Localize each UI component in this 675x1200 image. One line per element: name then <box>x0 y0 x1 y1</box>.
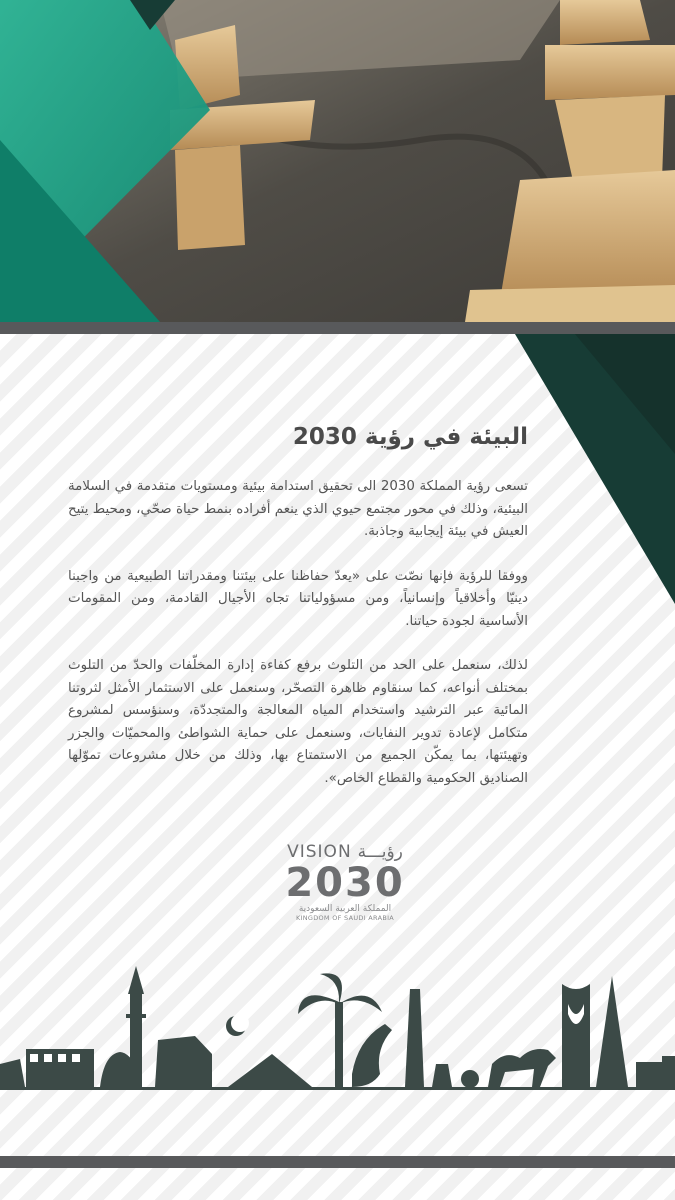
article-paragraph-3: لذلك، سنعمل على الحد من التلوث برفع كفاءة إدارة المخلّفات والحدّ من التلوث بمختلف أنواعه، كما سنقاوم ظاهرة التصحّر، وسنعمل على الاستثمار الأمثل لثروتنا المائية عبر الترشيد واستخدام المياه المعالجة والمتجددّة، وسنؤسس لمشروع متكامل لإعادة تدوير النفايات، وسنعمل على حماية الشواطئ والمحميّات والجزر وتهيئتها، بما يمكّن الجميع من الاستمتاع بها، وذلك من خلال مشروعات تموّلها الصناديق الحكومية والقطاع الخاص». <box>68 658 528 786</box>
vision-year: 2030 <box>285 860 405 906</box>
vision-label-row <box>270 842 420 862</box>
article-paragraph-1: تسعى رؤية المملكة 2030 الى تحقيق استدامة بيئية ومستويات متقدمة في السلامة البيئية، وذلك في محور مجتمع حيوي الذي ينعم أفراده بنمط حياة صحّي، ومحيط يتيح العيش في بيئة إيجابية وجاذبة. <box>68 479 528 539</box>
kingdom-en-label: KINGDOM OF SAUDI ARABIA <box>295 914 395 922</box>
article-title: البيئة في رؤية 2030 <box>292 424 528 450</box>
top-divider-bar <box>0 322 675 334</box>
vision-ar-label: رؤيـــة <box>357 842 403 862</box>
article-panel <box>0 334 675 1156</box>
bottom-divider-bar <box>0 1156 675 1168</box>
bottom-strip <box>0 1168 675 1200</box>
saudi-landmarks-skyline <box>0 954 675 1154</box>
header-photo <box>0 0 675 322</box>
vision-en-label: VISION <box>287 842 352 862</box>
article-content <box>68 424 528 812</box>
article-paragraph-2: ووفقا للرؤية فإنها نصّت على «يعدّ حفاظنا على بيئتنا ومقدراتنا الطبيعية من واجبنا دينيّا وأخلاقياً وإنسانياً، ومن مسؤولياتنا تجاه الأجيال القادمة، ومن المقومات الأساسية لجودة حياتنا. <box>68 568 528 629</box>
kingdom-ar-label: المملكة العربية السعودية <box>298 904 392 914</box>
stone-benches-photo <box>0 0 675 322</box>
vision-2030-logo <box>270 842 420 942</box>
corner-triangle-decoration <box>515 334 675 604</box>
